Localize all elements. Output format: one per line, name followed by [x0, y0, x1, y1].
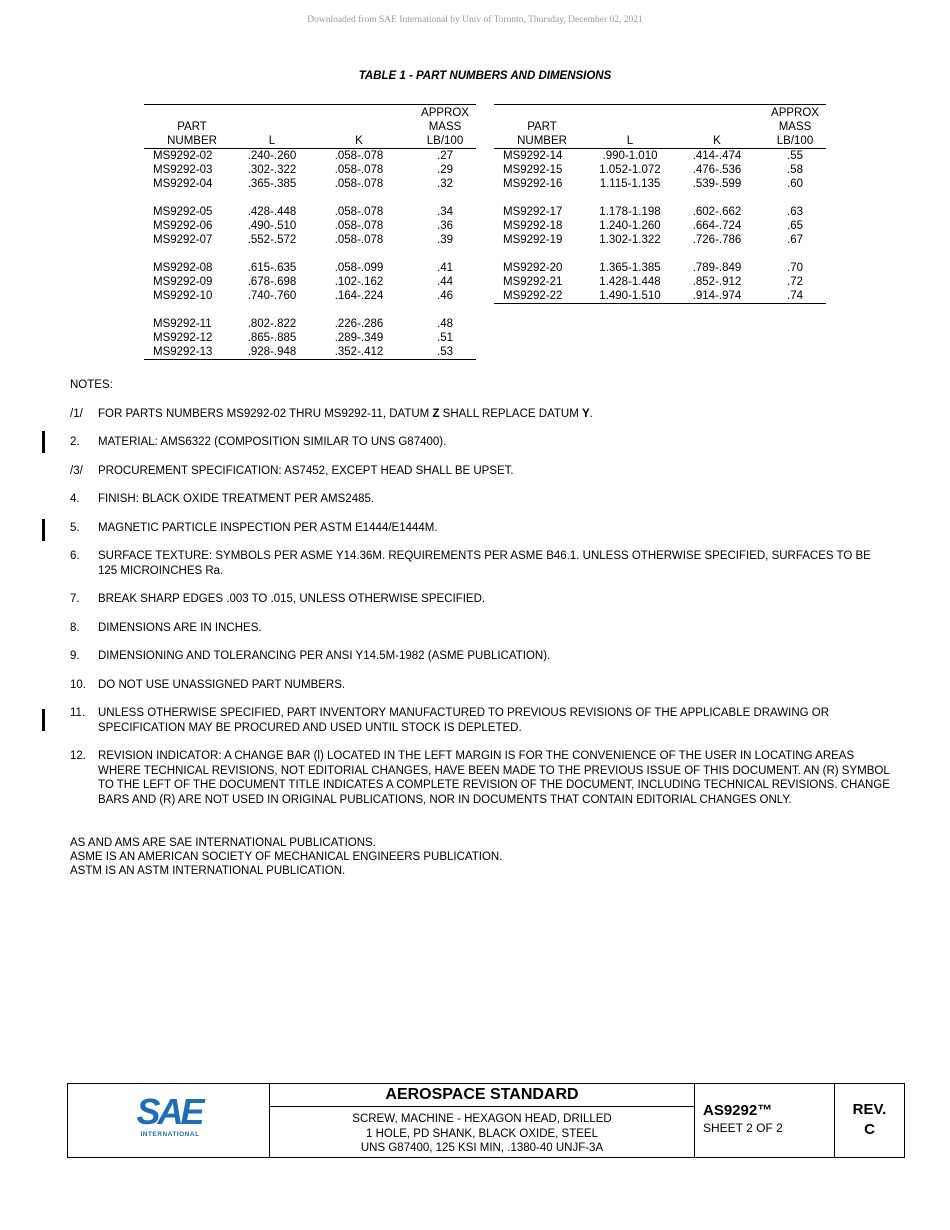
cell-mass: .51 — [437, 332, 453, 344]
cell-part-number: MS9292-05 — [153, 206, 213, 218]
logo-text: SAE — [136, 1091, 202, 1132]
cell-part-number: MS9292-04 — [153, 178, 213, 190]
table-row — [144, 219, 476, 233]
group-spacer — [144, 191, 476, 205]
cell-l: 1.302-1.322 — [599, 234, 661, 246]
cell-mass: .53 — [437, 346, 453, 358]
footnote: ASME IS AN AMERICAN SOCIETY OF MECHANICAL ENGINEERS PUBLICATION. — [70, 851, 503, 863]
note-11 — [70, 706, 890, 735]
change-bar — [42, 431, 45, 453]
footnote: ASTM IS AN ASTM INTERNATIONAL PUBLICATION. — [70, 865, 346, 877]
note-number: 11. — [70, 707, 86, 719]
table-row — [494, 261, 826, 275]
cell-l: .615-.635 — [247, 262, 297, 274]
note-9 — [70, 649, 890, 664]
note-number: 4. — [70, 493, 80, 505]
table-row — [494, 205, 826, 219]
table-row — [494, 289, 826, 304]
cell-k: .539-.599 — [692, 178, 742, 190]
cell-mass: .48 — [437, 318, 453, 330]
cell-k: .058-.099 — [334, 262, 384, 274]
note-3 — [70, 464, 890, 479]
cell-k: .058-.078 — [334, 150, 384, 162]
standard-type: AEROSPACE STANDARD — [270, 1084, 694, 1107]
notes-heading: NOTES: — [70, 379, 113, 391]
group-spacer — [494, 247, 826, 261]
table-row — [494, 219, 826, 233]
part-table-left — [144, 104, 476, 360]
table-title: TABLE 1 - PART NUMBERS AND DIMENSIONS — [358, 70, 612, 82]
cell-part-number: MS9292-21 — [503, 276, 563, 288]
cell-part-number: MS9292-18 — [503, 220, 563, 232]
cell-part-number: MS9292-22 — [503, 290, 563, 302]
note-text: BREAK SHARP EDGES .003 TO .015, UNLESS OTHERWISE SPECIFIED. — [98, 593, 486, 605]
sae-logo — [68, 1084, 270, 1157]
note-text: DIMENSIONING AND TOLERANCING PER ANSI Y14.5M-1982 (ASME PUBLICATION). — [98, 650, 551, 662]
table-body — [494, 149, 826, 304]
group-spacer — [144, 303, 476, 317]
note-text: FINISH: BLACK OXIDE TREATMENT PER AMS2485. — [98, 493, 375, 505]
note-number: 6. — [70, 550, 80, 562]
cell-mass: .41 — [437, 262, 453, 274]
table-row — [144, 289, 476, 303]
note-number: /3/ — [70, 464, 83, 477]
cell-l: .365-.385 — [247, 178, 297, 190]
note-number: 5. — [70, 521, 80, 534]
cell-mass: .70 — [787, 262, 803, 274]
note-number: 10. — [70, 678, 86, 691]
table-row — [144, 345, 476, 360]
cell-k: .726-.786 — [692, 234, 742, 246]
cell-l: .240-.260 — [247, 150, 297, 162]
cell-l: .490-.510 — [247, 220, 297, 232]
cell-mass: .67 — [787, 234, 803, 246]
cell-mass: .55 — [787, 150, 803, 162]
cell-k: .414-.474 — [692, 150, 742, 162]
cell-k: .476-.536 — [692, 164, 742, 176]
document-number-cell — [695, 1084, 835, 1157]
cell-mass: .29 — [437, 164, 453, 176]
title-cell — [270, 1084, 695, 1157]
note-8 — [70, 621, 890, 636]
note-2 — [70, 435, 890, 450]
table-row — [144, 275, 476, 289]
cell-k: .602-.662 — [692, 206, 742, 218]
group-spacer — [494, 191, 826, 205]
cell-part-number: MS9292-15 — [503, 164, 563, 176]
cell-part-number: MS9292-12 — [153, 332, 213, 344]
cell-part-number: MS9292-11 — [153, 318, 212, 330]
table-row — [144, 177, 476, 191]
cell-l: 1.052-1.072 — [599, 164, 661, 176]
cell-l: 1.428-1.448 — [599, 276, 661, 288]
cell-mass: .36 — [437, 220, 453, 232]
cell-mass: .60 — [787, 178, 803, 190]
table-body — [144, 149, 476, 360]
header-l: L — [590, 105, 670, 149]
cell-part-number: MS9292-07 — [153, 234, 213, 246]
note-7 — [70, 592, 890, 607]
cell-k: .102-.162 — [334, 276, 384, 288]
cell-l: 1.115-1.135 — [599, 178, 661, 190]
cell-mass: .65 — [787, 220, 803, 232]
note-text: DO NOT USE UNASSIGNED PART NUMBERS. — [98, 678, 346, 691]
cell-l: 1.490-1.510 — [599, 290, 661, 302]
cell-k: .352-.412 — [334, 346, 384, 358]
cell-l: .428-.448 — [247, 206, 297, 218]
cell-k: .914-.974 — [692, 290, 742, 302]
table-row — [494, 163, 826, 177]
cell-mass: .58 — [787, 164, 803, 176]
logo-cell — [68, 1084, 270, 1157]
note-1 — [70, 407, 890, 422]
cell-k: .226-.286 — [334, 318, 384, 330]
header-part-number: PART NUMBER — [494, 105, 590, 149]
document-description: SCREW, MACHINE - HEXAGON HEAD, DRILLED 1 HOLE, PD SHANK, BLACK OXIDE, STEEL UNS G87400, 125 KSI MIN, .1380-40 UNJF-3A — [352, 1113, 612, 1154]
download-notice: Downloaded from SAE International by Univ of Toronto, Thursday, December 02, 2021 — [307, 15, 643, 25]
cell-mass: .63 — [787, 206, 803, 218]
note-10 — [70, 678, 890, 693]
note-text: MATERIAL: AMS6322 (COMPOSITION SIMILAR TO UNS G87400). — [98, 436, 447, 448]
header-part-number: PART NUMBER — [144, 105, 240, 149]
cell-part-number: MS9292-03 — [153, 164, 213, 176]
note-text: MAGNETIC PARTICLE INSPECTION PER ASTM E1444/E1444M. — [98, 521, 438, 534]
header-l: L — [240, 105, 304, 149]
cell-k: .789-.849 — [692, 262, 742, 274]
cell-part-number: MS9292-14 — [503, 150, 563, 162]
cell-k: .289-.349 — [334, 332, 384, 344]
cell-k: .058-.078 — [334, 178, 384, 190]
cell-mass: .39 — [437, 234, 453, 246]
note-text: FOR PARTS NUMBERS MS9292-02 THRU MS9292-11, DATUM Z SHALL REPLACE DATUM Y. — [98, 407, 593, 420]
sheet-number: SHEET 2 OF 2 — [703, 1121, 783, 1135]
table-row — [144, 233, 476, 247]
note-text: REVISION INDICATOR: A CHANGE BAR (l) LOCATED IN THE LEFT MARGIN IS FOR THE CONVENIENCE OF THE USER IN LOCATING AREAS WHERE TECHNICAL REVISIONS, NOT EDITORIAL CHANGES, HAVE BEEN MADE TO THE PREVIOUS ISSUE OF THIS DOCUMENT. AN (R) SYMBOL TO THE LEFT OF THE DOCUMENT TITLE INDICATES A COMPLETE REVISION OF THE DOCUMENT, INCLUDING TECHNICAL REVISIONS. CHANGE BARS AND (R) ARE NOT USED IN ORIGINAL PUBLICATIONS, NOR IN DOCUMENTS THAT CONTAIN EDITORIAL CHANGES ONLY. — [98, 750, 890, 806]
group-spacer — [144, 247, 476, 261]
header-mass: APPROX MASS LB/100 — [764, 105, 826, 149]
cell-l: .740-.760 — [247, 290, 297, 302]
document-number: AS9292™ — [703, 1102, 773, 1119]
cell-l: 1.240-1.260 — [599, 220, 661, 232]
note-5 — [70, 521, 890, 536]
cell-part-number: MS9292-09 — [153, 276, 213, 288]
header-k: K — [304, 105, 414, 149]
note-number: 9. — [70, 650, 80, 662]
table-row — [494, 233, 826, 247]
cell-l: .302-.322 — [247, 164, 297, 176]
notes-section — [70, 378, 890, 821]
note-12 — [70, 749, 890, 807]
table-row — [144, 317, 476, 331]
note-number: /1/ — [70, 407, 83, 420]
cell-l: .678-.698 — [247, 276, 297, 288]
note-text: PROCUREMENT SPECIFICATION: AS7452, EXCEPT HEAD SHALL BE UPSET. — [98, 464, 514, 477]
cell-k: .664-.724 — [692, 220, 742, 232]
cell-k: .852-.912 — [692, 276, 742, 288]
note-text: UNLESS OTHERWISE SPECIFIED, PART INVENTORY MANUFACTURED TO PREVIOUS REVISIONS OF THE APPLICABLE DRAWING OR SPECIFICATION MAY BE PROCURED AND USED UNTIL STOCK IS DEPLETED. — [98, 707, 830, 734]
cell-part-number: MS9292-19 — [503, 234, 563, 246]
note-text: DIMENSIONS ARE IN INCHES. — [98, 621, 262, 634]
publication-footnotes — [70, 836, 502, 878]
cell-l: .865-.885 — [247, 332, 297, 344]
footnote: AS AND AMS ARE SAE INTERNATIONAL PUBLICATIONS. — [70, 837, 376, 849]
table-row — [144, 331, 476, 345]
cell-l: .990-1.010 — [602, 150, 658, 162]
table-row — [144, 163, 476, 177]
cell-mass: .46 — [437, 290, 453, 302]
cell-mass: .32 — [437, 178, 453, 190]
cell-part-number: MS9292-17 — [503, 206, 563, 218]
note-6 — [70, 549, 890, 578]
cell-k: .058-.078 — [334, 220, 384, 232]
table-row — [494, 177, 826, 191]
cell-part-number: MS9292-06 — [153, 220, 213, 232]
cell-l: .552-.572 — [247, 234, 297, 246]
header-mass: APPROX MASS LB/100 — [414, 105, 476, 149]
header-k: K — [670, 105, 764, 149]
cell-mass: .44 — [437, 276, 453, 288]
revision-cell — [835, 1084, 904, 1157]
title-block — [67, 1083, 905, 1158]
note-4 — [70, 492, 890, 507]
cell-part-number: MS9292-02 — [153, 150, 213, 162]
cell-k: .164-.224 — [334, 290, 384, 302]
cell-l: 1.365-1.385 — [599, 262, 661, 274]
change-bar — [42, 519, 45, 541]
cell-part-number: MS9292-20 — [503, 262, 563, 274]
cell-l: .928-.948 — [247, 346, 297, 358]
logo-subtext: INTERNATIONAL — [140, 1131, 200, 1138]
cell-part-number: MS9292-16 — [503, 178, 563, 190]
note-text: SURFACE TEXTURE: SYMBOLS PER ASME Y14.36M. REQUIREMENTS PER ASME B46.1. UNLESS OTHERWISE SPECIFIED, SURFACES TO BE 125 MICROINCHES Ra. — [98, 550, 871, 577]
table-row — [144, 149, 476, 164]
note-number: 8. — [70, 621, 80, 634]
cell-mass: .72 — [787, 276, 803, 288]
part-table-right — [494, 104, 826, 304]
note-number: 7. — [70, 593, 80, 605]
cell-mass: .27 — [437, 150, 453, 162]
table-row — [144, 261, 476, 275]
table-row — [494, 275, 826, 289]
cell-part-number: MS9292-10 — [153, 290, 213, 302]
change-bar — [42, 709, 45, 731]
cell-k: .058-.078 — [334, 206, 384, 218]
table-row — [144, 205, 476, 219]
cell-mass: .74 — [787, 290, 803, 302]
note-number: 12. — [70, 750, 86, 762]
note-number: 2. — [70, 436, 80, 448]
cell-part-number: MS9292-13 — [153, 346, 213, 358]
revision: REV. C — [852, 1101, 887, 1138]
cell-k: .058-.078 — [334, 164, 384, 176]
cell-mass: .34 — [437, 206, 453, 218]
table-row — [494, 149, 826, 164]
cell-l: .802-.822 — [247, 318, 297, 330]
cell-l: 1.178-1.198 — [599, 206, 661, 218]
cell-k: .058-.078 — [334, 234, 384, 246]
cell-part-number: MS9292-08 — [153, 262, 213, 274]
